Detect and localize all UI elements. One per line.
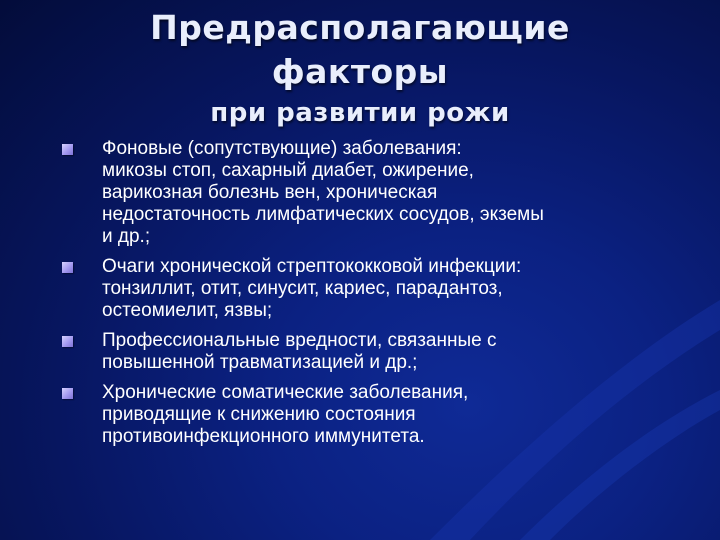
bullet-text-line: Фоновые (сопутствующие) заболевания: <box>102 138 462 159</box>
slide-title <box>0 6 720 132</box>
bullet-list <box>62 138 672 456</box>
bullet-text-line: и др.; <box>102 226 151 247</box>
bullet-text-line: тонзиллит, отит, синусит, кариес, парадантоз, <box>102 278 503 299</box>
bullet-text-line: Профессиональные вредности, связанные с <box>102 330 497 351</box>
title-line-1: Предрасполагающие <box>150 8 570 47</box>
title-line-3: при развитии рожи <box>210 98 510 128</box>
square-bullet-icon <box>62 144 73 155</box>
bullet-text-line: Очаги хронической стрептококковой инфекции: <box>102 256 522 277</box>
bullet-text-line: недостаточность лимфатических сосудов, экземы <box>102 204 544 225</box>
bullet-text-line: остеомиелит, язвы; <box>102 300 273 321</box>
bullet-item-chronic-somatic-diseases <box>62 382 672 448</box>
bullet-item-occupational-hazards <box>62 330 672 374</box>
title-line-2: факторы <box>271 52 449 91</box>
bullet-item-strep-infection-foci <box>62 256 672 322</box>
bullet-text-line: повышенной травматизацией и др.; <box>102 352 418 373</box>
square-bullet-icon <box>62 336 73 347</box>
square-bullet-icon <box>62 388 73 399</box>
bullet-text-line: микозы стоп, сахарный диабет, ожирение, <box>102 160 474 181</box>
bullet-text-line: варикозная болезнь вен, хроническая <box>102 182 438 203</box>
bullet-item-background-diseases <box>62 138 672 248</box>
square-bullet-icon <box>62 262 73 273</box>
bullet-text-line: противоинфекционного иммунитета. <box>102 426 425 447</box>
bullet-text-line: Хронические соматические заболевания, <box>102 382 469 403</box>
bullet-text-line: приводящие к снижению состояния <box>102 404 416 425</box>
